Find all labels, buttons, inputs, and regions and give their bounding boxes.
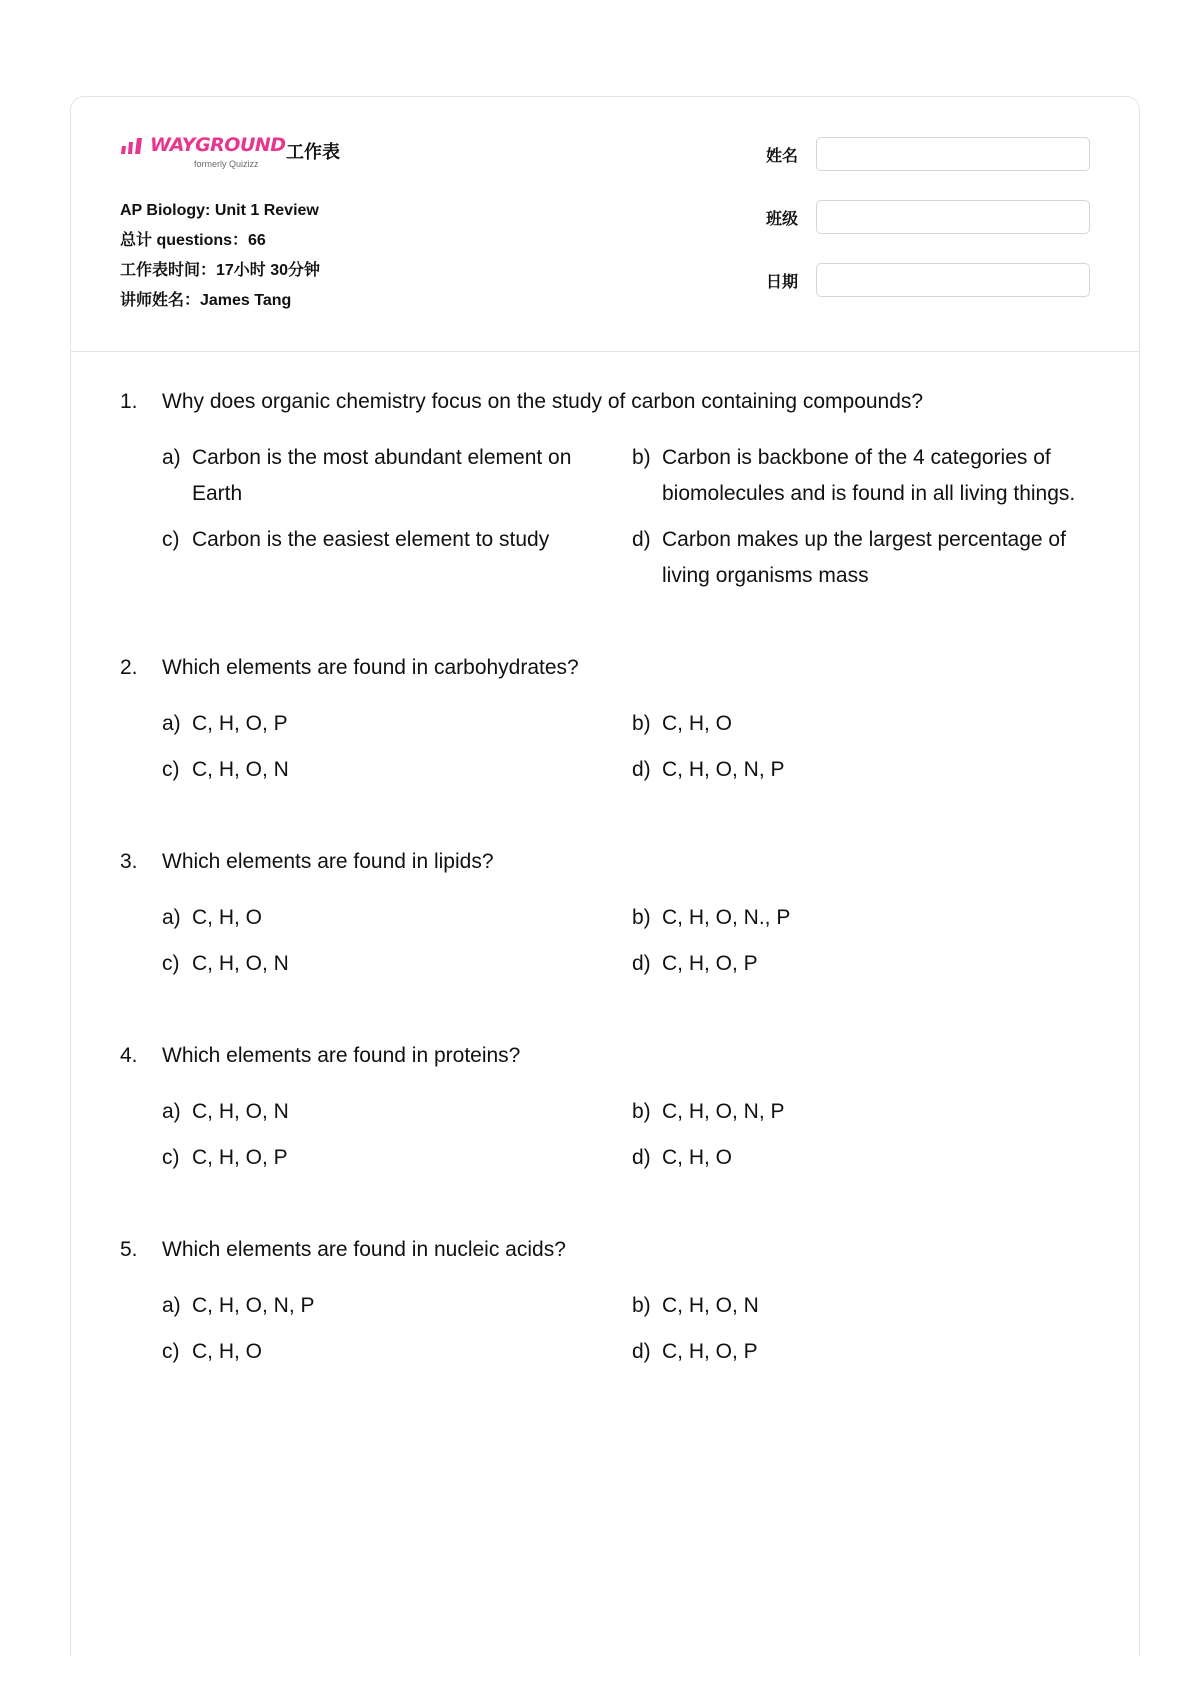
option-letter: a) [162,906,181,929]
total-questions: 总计 questions：66 [120,232,266,249]
option-text: C, H, O, N [192,1100,289,1123]
option-c [162,522,632,594]
option-letter: b) [632,1100,651,1123]
question-list [120,384,1090,1426]
option-letter: c) [162,528,180,551]
option-letter: c) [162,1146,180,1169]
option-text: C, H, O [192,906,263,929]
question-text: Which elements are found in nucleic acids? [162,1238,566,1261]
option-text: Carbon is backbone of the 4 categories of biomolecules and is found in all living things. [662,446,1076,505]
option-letter: c) [162,1340,180,1363]
option-a [162,440,632,512]
option-letter: d) [632,1146,651,1169]
option-text: C, H, O, P [192,712,288,735]
wayground-logo [120,134,286,176]
question-4 [120,1038,1090,1176]
option-letter: c) [162,758,180,781]
option-text: C, H, O, P [192,1146,288,1169]
student-fields [766,136,1090,325]
option-text: C, H, O, N [662,1294,759,1317]
question-number: 5. [120,1238,138,1261]
doc-type-label: 工作表 [286,142,340,162]
option-d [632,946,1090,982]
option-text: Carbon is the easiest element to study [192,528,550,551]
option-b [632,1288,1090,1324]
option-letter: b) [632,446,651,469]
instructor-name: 讲师姓名：James Tang [120,292,292,309]
option-letter: a) [162,1294,181,1317]
logo-subtext: formerly Quizizz [194,159,259,169]
date-row [766,262,1090,298]
option-text: Carbon makes up the largest percentage of living organisms mass [662,528,1066,587]
question-stem [120,1232,1090,1268]
worksheet-duration: 工作表时间：17小时 30分钟 [120,262,321,279]
class-field[interactable] [816,200,1090,234]
answer-options [162,440,1090,594]
option-text: Carbon is the most abundant element on Earth [192,446,572,505]
question-stem [120,384,1090,420]
option-c [162,1334,632,1370]
answer-options [162,900,1090,982]
option-letter: b) [632,712,651,735]
question-stem [120,844,1090,880]
option-text: C, H, O, N., P [662,906,791,929]
question-5 [120,1232,1090,1370]
option-letter: d) [632,528,651,551]
question-number: 2. [120,656,138,679]
name-row [766,136,1090,172]
option-text: C, H, O, N, P [662,758,785,781]
option-letter: b) [632,906,651,929]
question-text: Which elements are found in lipids? [162,850,494,873]
answer-options [162,1094,1090,1176]
option-a [162,1094,632,1130]
option-text: C, H, O, P [662,952,758,975]
option-a [162,706,632,742]
question-number: 1. [120,390,138,413]
option-letter: b) [632,1294,651,1317]
option-text: C, H, O [662,712,733,735]
name-label: 姓名 [766,147,799,165]
option-b [632,1094,1090,1130]
option-text: C, H, O, N, P [192,1294,315,1317]
logo-bars-icon [120,138,148,154]
question-stem [120,1038,1090,1074]
question-3 [120,844,1090,982]
option-d [632,752,1090,788]
question-number: 4. [120,1044,138,1067]
question-stem [120,650,1090,686]
option-text: C, H, O, N [192,758,289,781]
answer-options [162,706,1090,788]
question-2 [120,650,1090,788]
worksheet-info [120,196,320,316]
option-letter: d) [632,758,651,781]
option-c [162,752,632,788]
option-b [632,900,1090,936]
worksheet-title: AP Biology: Unit 1 Review [120,202,319,219]
question-number: 3. [120,850,138,873]
option-a [162,900,632,936]
option-d [632,522,1090,594]
option-c [162,946,632,982]
brand-row [120,134,340,176]
worksheet-header [70,96,1140,352]
question-text: Which elements are found in proteins? [162,1044,521,1067]
option-letter: d) [632,952,651,975]
option-d [632,1334,1090,1370]
name-field[interactable] [816,137,1090,171]
class-label: 班级 [766,210,799,228]
option-a [162,1288,632,1324]
option-letter: a) [162,1100,181,1123]
logo-wordmark: WAYGROUND [150,134,286,156]
answer-options [162,1288,1090,1370]
option-text: C, H, O [192,1340,263,1363]
class-row [766,199,1090,235]
date-label: 日期 [766,273,799,291]
option-letter: c) [162,952,180,975]
option-letter: d) [632,1340,651,1363]
question-text: Why does organic chemistry focus on the study of carbon containing compounds? [162,390,924,413]
option-b [632,440,1090,512]
option-text: C, H, O, N, P [662,1100,785,1123]
option-text: C, H, O [662,1146,733,1169]
option-b [632,706,1090,742]
date-field[interactable] [816,263,1090,297]
question-text: Which elements are found in carbohydrates? [162,656,579,679]
question-1 [120,384,1090,594]
option-letter: a) [162,712,181,735]
option-text: C, H, O, P [662,1340,758,1363]
option-text: C, H, O, N [192,952,289,975]
option-letter: a) [162,446,181,469]
option-d [632,1140,1090,1176]
option-c [162,1140,632,1176]
